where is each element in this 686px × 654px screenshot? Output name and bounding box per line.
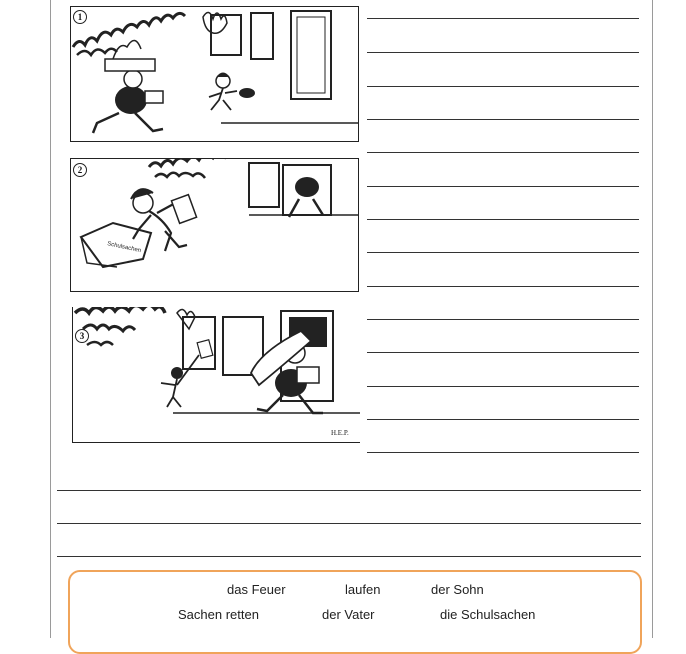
vocab-word: der Vater [322, 607, 375, 622]
writing-line[interactable] [367, 152, 639, 153]
comic-panel-2 [70, 158, 359, 292]
vocabulary-box [68, 570, 642, 654]
vocab-word: die Schulsachen [440, 607, 536, 622]
writing-line[interactable] [367, 352, 639, 353]
writing-line[interactable] [367, 319, 639, 320]
writing-line[interactable] [367, 452, 639, 453]
artist-signature: H.E.P. [331, 429, 349, 437]
vocab-word: der Sohn [431, 582, 484, 597]
panel-number-3: 3 [75, 329, 89, 343]
vocab-word: laufen [345, 582, 381, 597]
writing-line[interactable] [367, 86, 639, 87]
panel-number-1: 1 [73, 10, 87, 24]
writing-line[interactable] [367, 219, 639, 220]
schoolbag-label: Schulsachen [106, 241, 142, 255]
panel-number-2: 2 [73, 163, 87, 177]
writing-line[interactable] [367, 52, 639, 53]
writing-line[interactable] [367, 286, 639, 287]
writing-line[interactable] [367, 119, 639, 120]
fire-escape-drawing-1 [71, 7, 358, 141]
vocab-word: das Feuer [227, 582, 286, 597]
writing-line[interactable] [367, 18, 639, 19]
writing-line[interactable] [367, 386, 639, 387]
father-rescue-drawing [73, 307, 360, 442]
writing-line-full[interactable] [57, 523, 641, 524]
writing-line[interactable] [367, 252, 639, 253]
comic-panel-1 [70, 6, 359, 142]
vocab-word: Sachen retten [178, 607, 259, 622]
boy-drops-bag-drawing [71, 159, 358, 291]
writing-line[interactable] [367, 419, 639, 420]
writing-line-full[interactable] [57, 556, 641, 557]
writing-line[interactable] [367, 186, 639, 187]
comic-panel-3 [72, 307, 360, 443]
writing-line-full[interactable] [57, 490, 641, 491]
